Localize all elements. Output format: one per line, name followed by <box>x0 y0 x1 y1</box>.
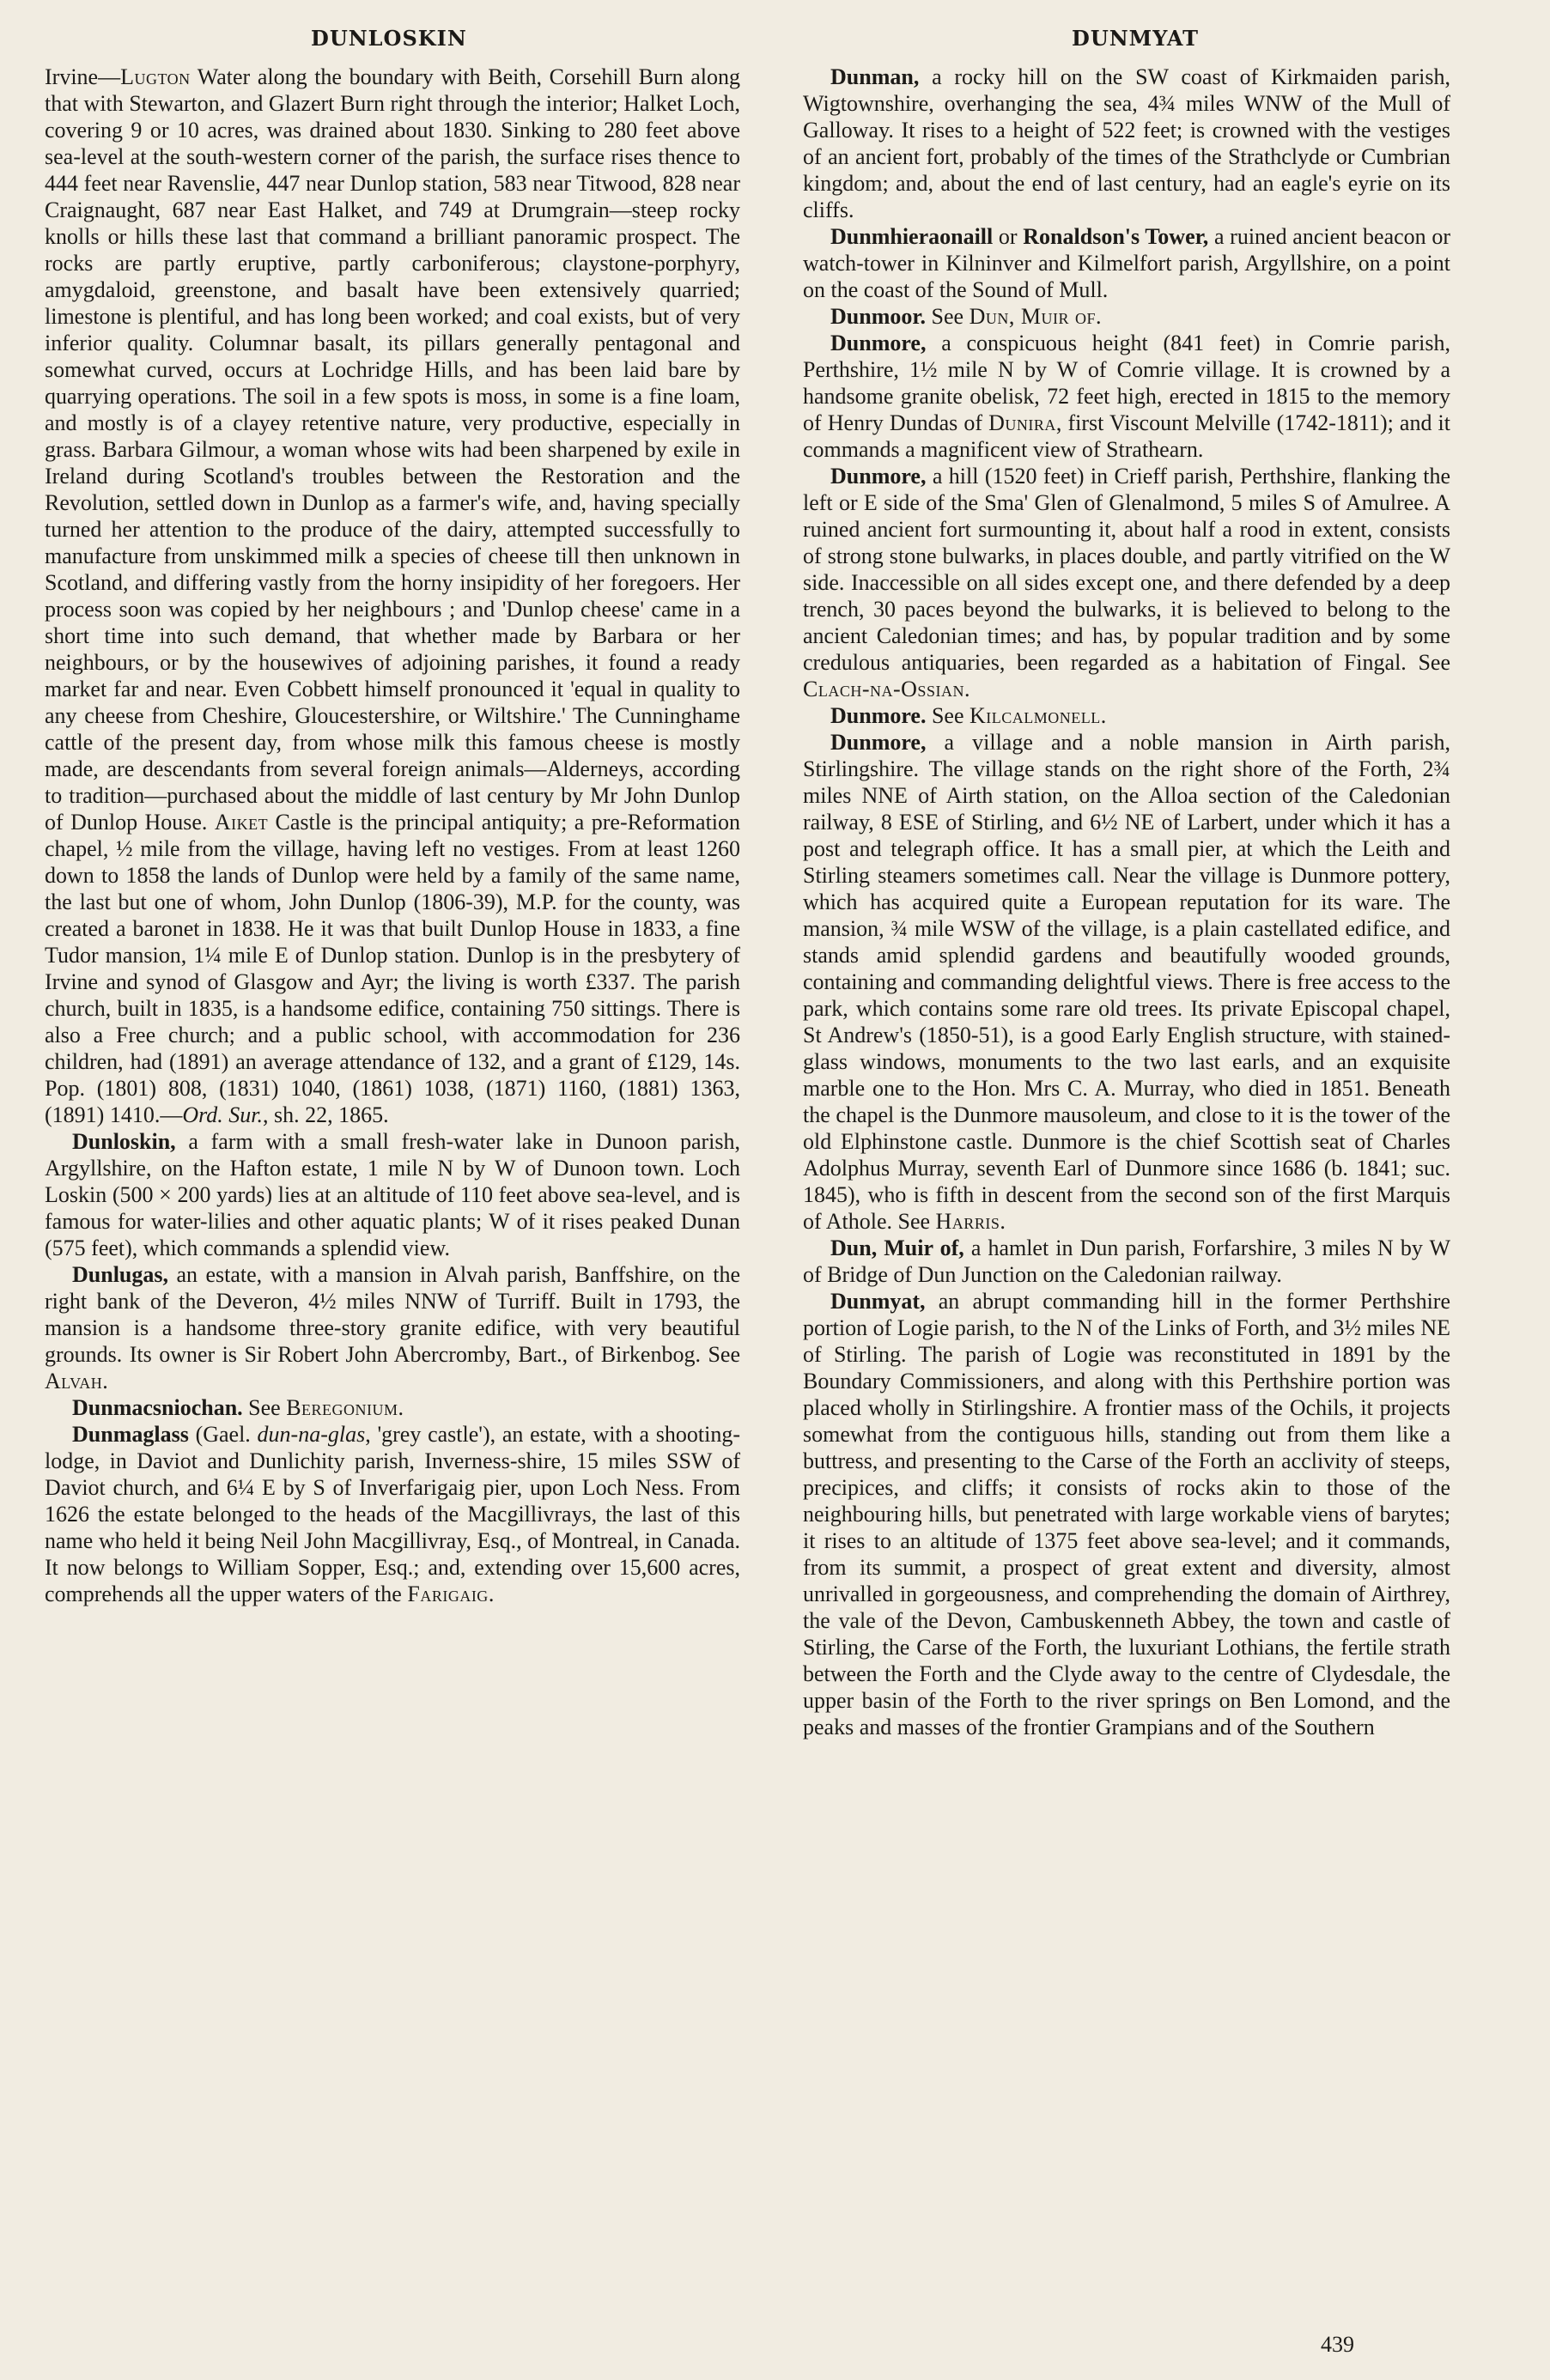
right-column <box>803 64 1450 1740</box>
entry-dunmaglass: Dunmaglass (Gael. dun-na-glas, 'grey castle'), an estate, with a shooting-lodge, in Daviot and Dunlichity parish, Inverness-shire, 15 miles SSW of Daviot church, and 6¼ E by S of Inverfarigaig pier, upon Loch Ness. From 1626 the estate belonged to the heads of the Macgillivrays, the last of this name who held it being Neil John Macgillivray, Esq., of Montreal, in Canada. It now belongs to William Sopper, Esq.; and, extending over 15,600 acres, comprehends all the upper waters of the Farigaig. <box>45 1422 740 1606</box>
entry-dunloskin: Dunloskin, a farm with a small fresh-water lake in Dunoon parish, Argyllshire, on the Hafton estate, 1 mile N by W of Dunoon town. Loch Loskin (500 × 200 yards) lies at an altitude of 110 feet above sea-level, and is famous for water-lilies and other aquatic plants; W of it rises peaked Dunan (575 feet), which commands a splendid view. <box>45 1129 740 1260</box>
cross-reference: Clach-na-Ossian <box>803 677 964 701</box>
entry-dunlugas: Dunlugas, an estate, with a mansion in Alvah parish, Banffshire, on the right bank of the Deveron, 4½ miles NNW of Turriff. Built in 1793, the mansion is a handsome three-story granite edifice, with very beautiful grounds. Its owner is Sir Robert John Abercromby, Bart., of Birkenbog. See Alvah. <box>45 1262 740 1393</box>
entry-dunmore-see: Dunmore. See Kilcalmonell. <box>830 703 1107 728</box>
headword: Dunmore, <box>830 464 927 489</box>
headword: Dunmoor. <box>830 304 927 329</box>
headword: Dunmhieraonaill <box>830 224 994 249</box>
ordnance-survey-ref: Ord. Sur. <box>182 1102 263 1127</box>
headword-alt: Ronaldson's Tower, <box>1023 224 1209 249</box>
headword: Dunmacsniochan. <box>72 1395 243 1420</box>
entry-dunmore-airth: Dunmore, a village and a noble mansion in Airth parish, Stirlingshire. The village stands on the right shore of the Forth, 2¾ miles NNE of Airth station, on the Alloa section of the Caledonian railway, 8 ESE of Stirling, and 6½ NE of Larbert, under which it has a post and telegraph office. It has a small pier, at which the Leith and Stirling steamers sometimes call. Near the village is Dunmore pottery, which has acquired quite a European reputation for its ware. The mansion, ¾ mile WSW of the village, is a plain castellated edifice, and stands amid splendid gardens and beautifully wooded grounds, containing and commanding delightful views. There is free access to the park, which contains some rare old trees. Its private Episcopal chapel, St Andrew's (1850-51), is a good Early English structure, with stained-glass windows, monuments to the two last earls, and an exquisite marble one to the Hon. Mrs C. A. Murray, who died in 1851. Beneath the chapel is the Dunmore mausoleum, and close to it is the tower of the old Elphinstone castle. Dunmore is the chief Scottish seat of Charles Adolphus Murray, seventh Earl of Dunmore since 1686 (b. 1841; suc. 1845), who is fifth in descent from the second son of the first Marquis of Athole. See Harris. <box>803 730 1450 1234</box>
entry-dunmhieraonaill: Dunmhieraonaill or Ronaldson's Tower, a ruined ancient beacon or watch-tower in Kilninver and Kilmelfort parish, Argyllshire, on a point on the coast of the Sound of Mull. <box>803 224 1450 302</box>
headword: Dunlugas, <box>72 1262 168 1287</box>
headword: Dunmore. <box>830 703 927 728</box>
headword: Dunmore, <box>830 331 927 355</box>
gaelic-term: dun-na-glas <box>257 1422 366 1447</box>
cross-reference: Alvah <box>45 1369 103 1393</box>
headword: Dunmore, <box>830 730 927 755</box>
entry-dun-muir-of: Dun, Muir of, a hamlet in Dun parish, Forfarshire, 3 miles N by W of Bridge of Dun Junction on the Caledonian railway. <box>803 1236 1450 1287</box>
headword: Dunmaglass <box>72 1422 189 1447</box>
entry-dunmore-crieff: Dunmore, a hill (1520 feet) in Crieff parish, Perthshire, flanking the left or E side of the Sma' Glen of Glenalmond, 5 miles S of Amulree. A ruined ancient fort surmounting it, about half a rood in extent, consists of strong stone bulwarks, in places double, and partly vitrified on the W side. Inaccessible on all sides except one, and there defended by a deep trench, 30 paces beyond the bulwarks, it is believed to belong to the ancient Caledonian times; and has, by popular tradition and by some credulous antiquaries, been regarded as a habitation of Fingal. See Clach-na-Ossian. <box>803 464 1450 701</box>
entry-dunlop-continued: Irvine—Lugton Water along the boundary with Beith, Corsehill Burn along that with Stewarton, and Glazert Burn right through the interior; Halket Loch, covering 9 or 10 acres, was drained about 1830. Sinking to 280 feet above sea-level at the south-western corner of the parish, the surface rises thence to 444 feet near Ravenslie, 447 near Dunlop station, 583 near Titwood, 828 near Craignaught, 687 near East Halket, and 749 at Drumgrain—steep rocky knolls or hills these last that command a brilliant panoramic prospect. The rocks are partly eruptive, partly carboniferous; claystone-porphyry, amygdaloid, greenstone, and basalt have been extensively quarried; limestone is plentiful, and has long been worked; and coal exists, but of very inferior quality. Columnar basalt, its pillars generally pentagonal and somewhat curved, occurs at Lochridge Hills, and has been laid bare by quarrying operations. The soil in a few spots is moss, in some is a fine loam, and mostly is of a clayey retentive nature, very productive, especially in grass. Barbara Gilmour, a woman whose wits had been sharpened by exile in Ireland during Scotland's troubles between the Restoration and the Revolution, settled down in Dunlop as a farmer's wife, and, having specially turned her attention to the produce of the dairy, attempted successfully to manufacture from unskimmed milk a species of cheese till then unknown in Scotland, and differing vastly from the horny insipidity of her foregoers. Her process soon was copied by her neighbours ; and 'Dunlop cheese' came in a short time into such demand, that whether made by Barbara or her neighbours, or by the housewives of adjoining parishes, it found a ready market far and near. Even Cobbett himself pronounced it 'equal in quality to any cheese from Cheshire, Gloucestershire, or Wiltshire.' The Cunninghame cattle of the present day, from whose milk this famous cheese is mostly made, are descendants from several foreign animals—Alderneys, according to tradition—purchased about the middle of last century by Mr John Dunlop of Dunlop House. Aiket Castle is the principal antiquity; a pre-Reformation chapel, ½ mile from the village, having left no vestiges. From at least 1260 down to 1858 the lands of Dunlop were held by a family of the same name, the last but one of whom, John Dunlop (1806-39), M.P. for the county, was created a baronet in 1838. He it was that built Dunlop House in 1833, a fine Tudor mansion, 1¼ mile E of Dunlop station. Dunlop is in the presbytery of Irvine and synod of Glasgow and Ayr; the living is worth £337. The parish church, built in 1835, is a handsome edifice, containing 750 sittings. There is also a Free church; and a public school, with accommodation for 236 children, had (1891) an average attendance of 132, and a grant of £129, 14s. Pop. (1801) 808, (1831) 1040, (1861) 1038, (1871) 1160, (1881) 1363, (1891) 1410.—Ord. Sur., sh. 22, 1865. <box>45 64 741 1127</box>
cross-reference: Kilcalmonell <box>970 703 1101 728</box>
entry-dunmore-comrie: Dunmore, a conspicuous height (841 feet) in Comrie parish, Perthshire, 1½ mile N by W of Comrie village. It is crowned by a handsome granite obelisk, 72 feet high, erected in 1815 to the memory of Henry Dundas of Dunira, first Viscount Melville (1742-1811); and it commands a magnificent view of Strathearn. <box>803 331 1450 462</box>
page-number: 439 <box>1321 2332 1354 2357</box>
cross-reference: Dunira <box>988 410 1056 435</box>
headword: Dunmyat, <box>830 1289 926 1314</box>
cross-reference: Beregonium <box>286 1395 398 1420</box>
cross-reference: Lugton <box>120 64 191 89</box>
entry-dunmoor: Dunmoor. See Dun, Muir of. <box>830 304 1102 329</box>
entry-dunman: Dunman, a rocky hill on the SW coast of Kirkmaiden parish, Wigtownshire, overhanging the sea, 4¾ miles WNW of the Mull of Galloway. It rises to a height of 522 feet; is crowned with the vestiges of an ancient fort, probably of the times of the Strathclyde or Cumbrian kingdom; and, about the end of last century, had an eagle's eyrie on its cliffs. <box>803 64 1450 222</box>
cross-reference: Aiket <box>214 810 269 835</box>
cross-reference: Dun, Muir of <box>969 304 1096 329</box>
headword: Dunloskin, <box>72 1129 176 1154</box>
entry-dunmyat: Dunmyat, an abrupt commanding hill in the former Perthshire portion of Logie parish, to the N of the Links of Forth, and 3½ miles NE of Stirling. The parish of Logie was reconstituted in 1891 by the Boundary Commissioners, and along with this Perthshire portion was placed wholly in Stirlingshire. A frontier mass of the Ochils, it projects somewhat from the contiguous hills, standing out from them like a buttress, and presenting to the Carse of the Forth an acclivity of steeps, precipices, and cliffs; it consists of rocks akin to those of the neighbouring hills, but penetrated with large workable viens of barytes; it rises to an altitude of 1375 feet above sea-level; and it commands, from its summit, a prospect of great extent and diversity, almost unrivalled in gorgeousness, and comprehending the domain of Airthrey, the vale of the Devon, Cambuskenneth Abbey, the town and castle of Stirling, the Carse of the Forth, the luxuriant Lothians, the fertile strath between the Forth and the Clyde away to the centre of Clydesdale, the upper basin of the Forth to the river springs on Ben Lomond, and the peaks and masses of the frontier Grampians and of the Southern <box>803 1289 1450 1739</box>
headword: Dunman, <box>830 64 920 89</box>
left-column <box>45 64 740 1607</box>
running-head-right: DUNMYAT <box>1072 26 1200 51</box>
running-head-left: DUNLOSKIN <box>311 26 467 51</box>
entry-dunmacsniochan: Dunmacsniochan. See Beregonium. <box>72 1395 404 1420</box>
cross-reference: Harris <box>935 1209 1000 1234</box>
cross-reference: Farigaig <box>407 1582 489 1606</box>
headword: Dun, Muir of, <box>830 1236 964 1260</box>
